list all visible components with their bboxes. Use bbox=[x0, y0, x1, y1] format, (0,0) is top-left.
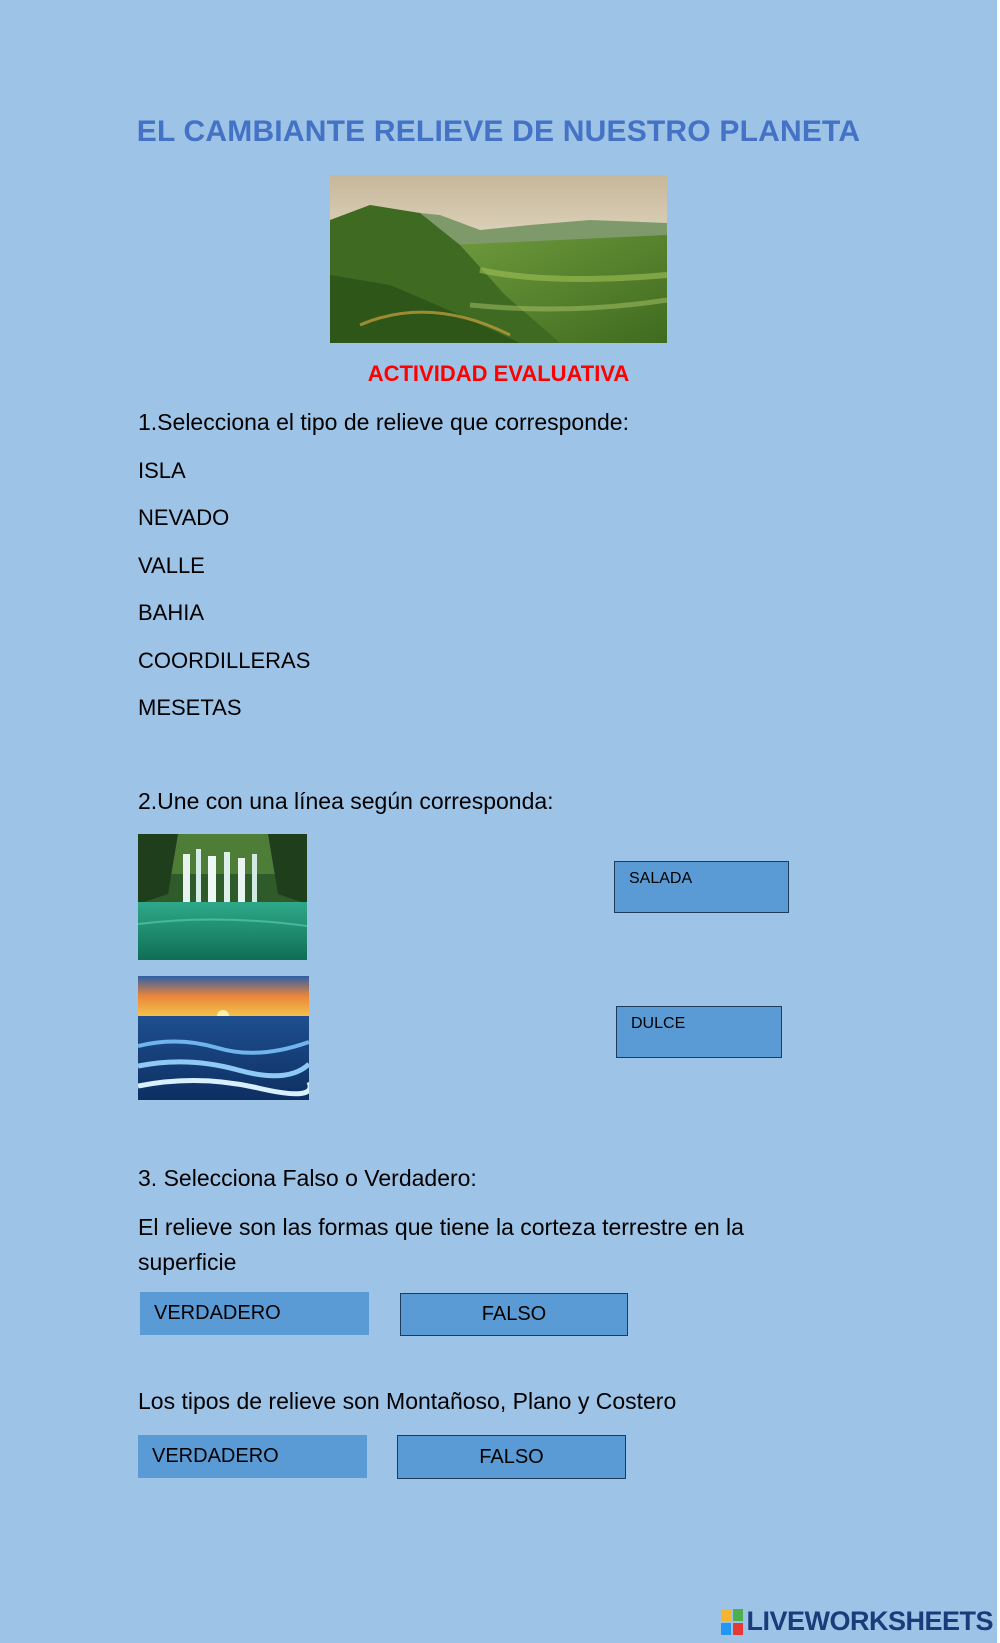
relief-option-isla[interactable]: ISLA bbox=[138, 458, 186, 483]
landscape-image bbox=[330, 175, 667, 343]
activity-heading: ACTIVIDAD EVALUATIVA bbox=[367, 361, 630, 386]
valley-landscape-illustration bbox=[330, 175, 667, 343]
liveworksheets-logo-text: LIVEWORKSHEETS bbox=[746, 1606, 993, 1636]
true-button-1-label: VERDADERO bbox=[154, 1302, 281, 1324]
relief-option-mesetas[interactable]: MESETAS bbox=[138, 695, 242, 720]
answer-box-dulce-label: DULCE bbox=[631, 1015, 686, 1032]
question-3-prompt: 3. Selecciona Falso o Verdadero: bbox=[138, 1165, 477, 1191]
true-button-1[interactable] bbox=[140, 1292, 369, 1335]
page-title: EL CAMBIANTE RELIEVE DE NUESTRO PLANETA bbox=[136, 115, 861, 148]
waterfall-image[interactable] bbox=[138, 834, 307, 960]
false-button-1-label: FALSO bbox=[481, 1303, 547, 1325]
liveworksheets-logo[interactable] bbox=[720, 1606, 993, 1637]
waterfall-illustration bbox=[138, 834, 307, 960]
statement-1: El relieve son las formas que tiene la corteza terrestre en la superficie bbox=[138, 1214, 744, 1275]
true-button-2[interactable] bbox=[138, 1435, 367, 1478]
answer-box-dulce[interactable] bbox=[616, 1006, 782, 1058]
false-button-2-label: FALSO bbox=[479, 1445, 544, 1468]
relief-option-bahia[interactable]: BAHIA bbox=[138, 600, 205, 625]
true-button-2-label: VERDADERO bbox=[152, 1445, 279, 1467]
ocean-sunset-image[interactable] bbox=[138, 976, 309, 1100]
relief-option-coordilleras[interactable]: COORDILLERAS bbox=[138, 648, 311, 673]
false-button-1[interactable] bbox=[400, 1293, 628, 1336]
relief-option-valle[interactable]: VALLE bbox=[138, 553, 205, 578]
question-1-prompt: 1.Selecciona el tipo de relieve que corresponde: bbox=[138, 409, 629, 435]
false-button-2[interactable] bbox=[397, 1435, 626, 1479]
answer-box-salada-label: SALADA bbox=[629, 870, 693, 887]
liveworksheets-logo-icon bbox=[720, 1608, 744, 1636]
statement-2: Los tipos de relieve son Montañoso, Plano y Costero bbox=[138, 1388, 677, 1414]
question-2-prompt: 2.Une con una línea según corresponda: bbox=[138, 788, 554, 814]
ocean-illustration bbox=[138, 976, 309, 1100]
answer-box-salada[interactable] bbox=[614, 861, 789, 913]
relief-option-nevado[interactable]: NEVADO bbox=[138, 505, 230, 530]
